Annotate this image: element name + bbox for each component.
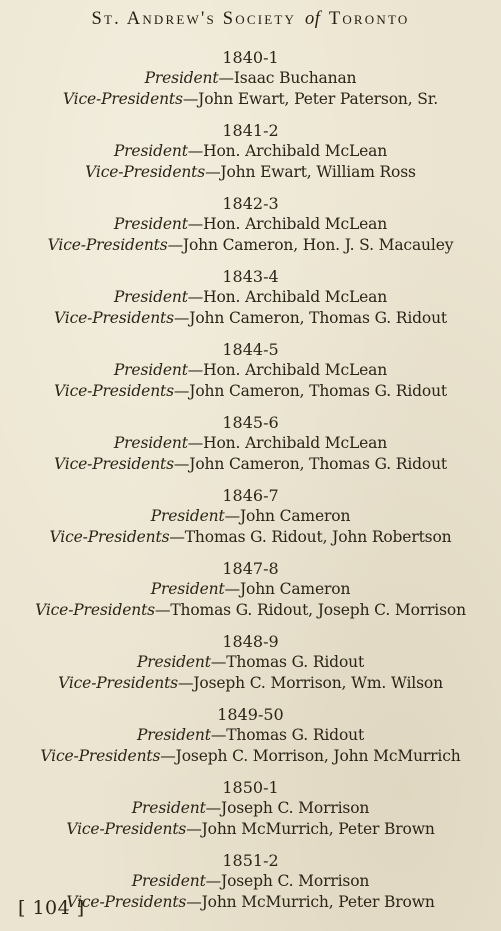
vice-presidents-names: —John Cameron, Thomas G. Ridout [173,455,447,473]
president-name: —Hon. Archibald McLean [187,434,388,452]
officer-entry [0,704,501,767]
officer-entry [0,193,501,256]
page-number: [ 104 ] [18,897,85,919]
president-line [0,506,501,527]
vice-presidents-label: Vice-Presidents [58,674,178,692]
vice-presidents-line [0,527,501,548]
officer-entry [0,120,501,183]
header-society-name: St. Andrew's Society [91,9,297,29]
president-label: President [150,507,225,525]
vice-presidents-label: Vice-Presidents [54,455,174,473]
vice-presidents-names: —John Cameron, Thomas G. Ridout [173,382,447,400]
officer-entry [0,631,501,694]
vice-presidents-names: —Joseph C. Morrison, John McMurrich [160,747,461,765]
president-line [0,871,501,892]
president-label: President [136,653,211,671]
president-name: —Joseph C. Morrison [205,872,370,890]
president-line [0,652,501,673]
vice-presidents-label: Vice-Presidents [54,309,174,327]
vice-presidents-line [0,162,501,183]
president-line [0,287,501,308]
president-name: —Hon. Archibald McLean [187,361,388,379]
vice-presidents-label: Vice-Presidents [49,528,170,546]
officers-list [0,47,501,923]
president-name: —Isaac Buchanan [218,69,357,87]
running-header [0,9,501,30]
vice-presidents-line [0,381,501,402]
vice-presidents-names: —John McMurrich, Peter Brown [186,893,435,911]
term-year: 1843-4 [222,267,279,286]
president-line [0,360,501,381]
president-label: President [144,69,219,87]
president-name: —Thomas G. Ridout [210,726,365,744]
president-label: President [131,872,206,890]
president-name: —Hon. Archibald McLean [187,288,388,306]
vice-presidents-names: —John Cameron, Thomas G. Ridout [173,309,447,327]
president-line [0,141,501,162]
president-name: —John Cameron [224,507,351,525]
vice-presidents-names: —Thomas G. Ridout, Joseph C. Morrison [154,601,466,619]
vice-presidents-label: Vice-Presidents [54,382,174,400]
president-line [0,214,501,235]
president-label: President [113,215,188,233]
vice-presidents-names: —John Ewart, Peter Paterson, Sr. [182,90,439,108]
vice-presidents-label: Vice-Presidents [40,747,161,765]
vice-presidents-line [0,308,501,329]
president-label: President [136,726,211,744]
president-name: —Thomas G. Ridout [210,653,365,671]
officer-entry [0,777,501,840]
officer-entry [0,339,501,402]
vice-presidents-label: Vice-Presidents [35,601,155,619]
vice-presidents-line [0,819,501,840]
vice-presidents-line [0,746,501,767]
term-year: 1841-2 [222,121,279,140]
term-year: 1849-50 [217,705,284,724]
vice-presidents-label: Vice-Presidents [66,820,187,838]
term-year: 1842-3 [222,194,279,213]
vice-presidents-names: —Joseph C. Morrison, Wm. Wilson [177,674,443,692]
vice-presidents-line [0,454,501,475]
header-city: Toronto [328,9,410,29]
vice-presidents-names: —Thomas G. Ridout, John Robertson [169,528,452,546]
officer-entry [0,266,501,329]
president-label: President [150,580,225,598]
term-year: 1847-8 [222,559,279,578]
president-name: —Hon. Archibald McLean [187,142,388,160]
president-line [0,725,501,746]
vice-presidents-names: —John Ewart, William Ross [205,163,416,181]
president-name: —John Cameron [224,580,351,598]
term-year: 1850-1 [222,778,279,797]
vice-presidents-label: Vice-Presidents [62,90,183,108]
vice-presidents-line [0,235,501,256]
president-line [0,798,501,819]
president-line [0,68,501,89]
officer-entry [0,558,501,621]
president-line [0,579,501,600]
vice-presidents-line [0,673,501,694]
vice-presidents-names: —John McMurrich, Peter Brown [186,820,435,838]
term-year: 1840-1 [222,48,279,67]
vice-presidents-label: Vice-Presidents [66,893,187,911]
president-label: President [113,434,188,452]
president-label: President [113,361,188,379]
president-name: —Hon. Archibald McLean [187,215,388,233]
term-year: 1845-6 [222,413,279,432]
term-year: 1844-5 [222,340,279,359]
term-year: 1851-2 [222,851,279,870]
term-year: 1848-9 [222,632,279,651]
officer-entry [0,47,501,110]
president-label: President [113,288,188,306]
vice-presidents-line [0,89,501,110]
vice-presidents-names: —John Cameron, Hon. J. S. Macauley [167,236,454,254]
header-of: of [304,9,321,29]
president-label: President [131,799,206,817]
president-name: —Joseph C. Morrison [205,799,370,817]
president-label: President [113,142,188,160]
president-line [0,433,501,454]
term-year: 1846-7 [222,486,279,505]
vice-presidents-line [0,600,501,621]
vice-presidents-label: Vice-Presidents [85,163,206,181]
vice-presidents-label: Vice-Presidents [47,236,168,254]
officer-entry [0,412,501,475]
officer-entry [0,485,501,548]
